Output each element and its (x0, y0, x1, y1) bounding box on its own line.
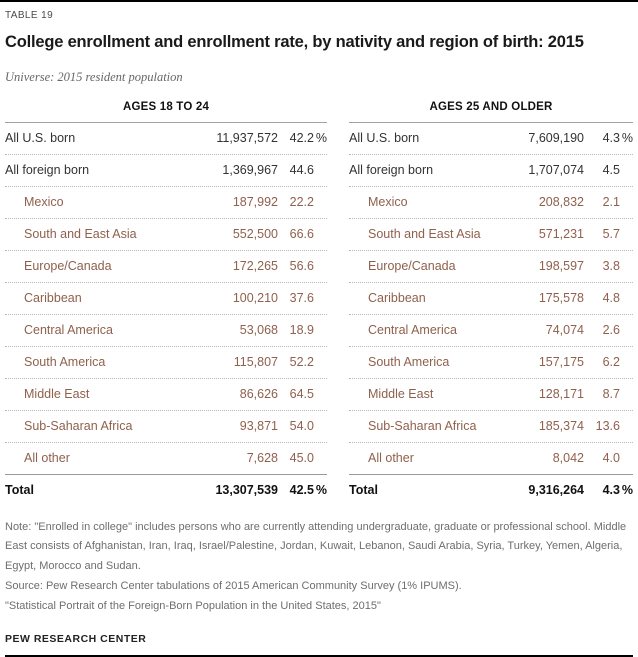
row-rate: 52.2 (289, 355, 314, 370)
table-row (5, 442, 327, 474)
row-label: Sub-Saharan Africa (368, 419, 477, 434)
enrollment-table-ages-18-24 (5, 95, 327, 506)
row-rate: 37.6 (289, 291, 314, 306)
row-value: 198,597 (538, 259, 584, 274)
row-value: 1,369,967 (222, 163, 278, 178)
row-label: South America (368, 355, 450, 370)
table-row (5, 346, 327, 378)
row-value: 128,171 (538, 387, 584, 402)
row-label: All U.S. born (5, 131, 76, 146)
row-rate: 2.6 (602, 323, 620, 338)
row-value: 7,609,190 (528, 131, 584, 146)
row-label: Central America (24, 323, 113, 338)
row-rate: 4.8 (602, 291, 620, 306)
row-label: Sub-Saharan Africa (24, 419, 133, 434)
row-rate: 3.8 (602, 259, 620, 274)
table-row (5, 218, 327, 250)
row-value: 208,832 (538, 195, 584, 210)
row-value: 7,628 (246, 451, 278, 466)
row-label: All other (24, 451, 70, 466)
row-value: 93,871 (239, 419, 278, 434)
enrollment-table-ages-25-older (349, 95, 633, 506)
row-label: All U.S. born (349, 131, 420, 146)
row-rate: 64.5 (289, 387, 314, 402)
table-tag: TABLE 19 (5, 10, 54, 21)
footer-brand: PEW RESEARCH CENTER (5, 632, 147, 645)
table-row (349, 378, 633, 410)
row-label: Middle East (368, 387, 434, 402)
row-value: 100,210 (232, 291, 278, 306)
page-title: College enrollment and enrollment rate, by nativity and region of birth: 2015 (5, 33, 584, 51)
row-value: 9,316,264 (528, 483, 584, 498)
row-value: 74,074 (545, 323, 584, 338)
row-label: Mexico (368, 195, 408, 210)
table-row (349, 346, 633, 378)
row-label: Middle East (24, 387, 90, 402)
row-label: All foreign born (349, 163, 434, 178)
row-label: Europe/Canada (24, 259, 112, 274)
row-rate: 4.0 (602, 451, 620, 466)
table-row (349, 250, 633, 282)
table-row (5, 186, 327, 218)
column-header: AGES 18 TO 24 (5, 95, 327, 123)
percent-sign: % (621, 483, 633, 498)
row-rate: 4.3 (602, 483, 620, 498)
table-row (349, 218, 633, 250)
table-row (5, 123, 327, 154)
row-rate: 56.6 (289, 259, 314, 274)
percent-sign: % (315, 483, 327, 498)
row-label: South and East Asia (368, 227, 481, 242)
row-rate: 42.5 (289, 483, 314, 498)
row-rate: 54.0 (289, 419, 314, 434)
row-label: Caribbean (368, 291, 426, 306)
row-rate: 5.7 (602, 227, 620, 242)
row-rate: 18.9 (289, 323, 314, 338)
citation-text: "Statistical Portrait of the Foreign-Born Population in the United States, 2015" (5, 599, 381, 612)
row-label: All foreign born (5, 163, 90, 178)
row-rate: 2.1 (602, 195, 620, 210)
row-rate: 6.2 (602, 355, 620, 370)
row-value: 11,937,572 (216, 131, 278, 146)
table-body (5, 123, 327, 506)
table-row (349, 314, 633, 346)
percent-sign: % (315, 131, 327, 146)
total-row (5, 474, 327, 506)
row-rate: 42.2 (289, 131, 314, 146)
row-label: Total (5, 483, 34, 498)
row-rate: 4.3 (602, 131, 620, 146)
row-label: Caribbean (24, 291, 82, 306)
table-row (5, 282, 327, 314)
row-value: 175,578 (538, 291, 584, 306)
row-value: 185,374 (538, 419, 584, 434)
table-row (5, 378, 327, 410)
row-rate: 66.6 (289, 227, 314, 242)
row-label: All other (368, 451, 414, 466)
row-rate: 44.6 (289, 163, 314, 178)
table-row (349, 410, 633, 442)
table-row (349, 442, 633, 474)
table-row (5, 314, 327, 346)
row-value: 157,175 (538, 355, 584, 370)
table-row (5, 154, 327, 186)
row-label: Total (349, 483, 378, 498)
row-value: 53,068 (239, 323, 278, 338)
row-value: 172,265 (232, 259, 278, 274)
row-value: 13,307,539 (215, 483, 278, 498)
footnotes (5, 518, 633, 617)
table-body (349, 123, 633, 506)
table-row (349, 186, 633, 218)
source-text: Source: Pew Research Center tabulations of 2015 American Community Survey (1% IPUMS). (5, 579, 462, 592)
row-label: Europe/Canada (368, 259, 456, 274)
row-value: 187,992 (232, 195, 278, 210)
table-row (349, 282, 633, 314)
row-label: South and East Asia (24, 227, 137, 242)
bottom-rule (5, 655, 633, 657)
table-row (349, 123, 633, 154)
row-rate: 13.6 (595, 419, 620, 434)
percent-sign: % (621, 131, 633, 146)
row-rate: 22.2 (289, 195, 314, 210)
total-row (349, 474, 633, 506)
row-value: 115,807 (233, 355, 278, 370)
column-header: AGES 25 AND OLDER (349, 95, 633, 123)
row-value: 8,042 (552, 451, 584, 466)
row-label: Central America (368, 323, 457, 338)
row-rate: 4.5 (602, 163, 620, 178)
table-row (5, 250, 327, 282)
tables-container (5, 95, 633, 506)
universe-note: Universe: 2015 resident population (5, 69, 183, 84)
row-label: South America (24, 355, 106, 370)
row-value: 552,500 (232, 227, 278, 242)
row-value: 1,707,074 (528, 163, 584, 178)
row-rate: 45.0 (289, 451, 314, 466)
table-row (5, 410, 327, 442)
table-row (349, 154, 633, 186)
row-value: 571,231 (538, 227, 584, 242)
row-value: 86,626 (239, 387, 278, 402)
note-text: Note: "Enrolled in college" includes persons who are currently attending undergraduate, graduate or professional school. Middle East consists of Afghanistan, Iran, Iraq, Israel/Palestine, Jordan, Kuwait, Lebanon, Saudi Arabia, Syria, Turkey, Yemen, Algeria, Egypt, Morocco and Sudan. (5, 520, 627, 573)
row-label: Mexico (24, 195, 64, 210)
row-rate: 8.7 (602, 387, 620, 402)
